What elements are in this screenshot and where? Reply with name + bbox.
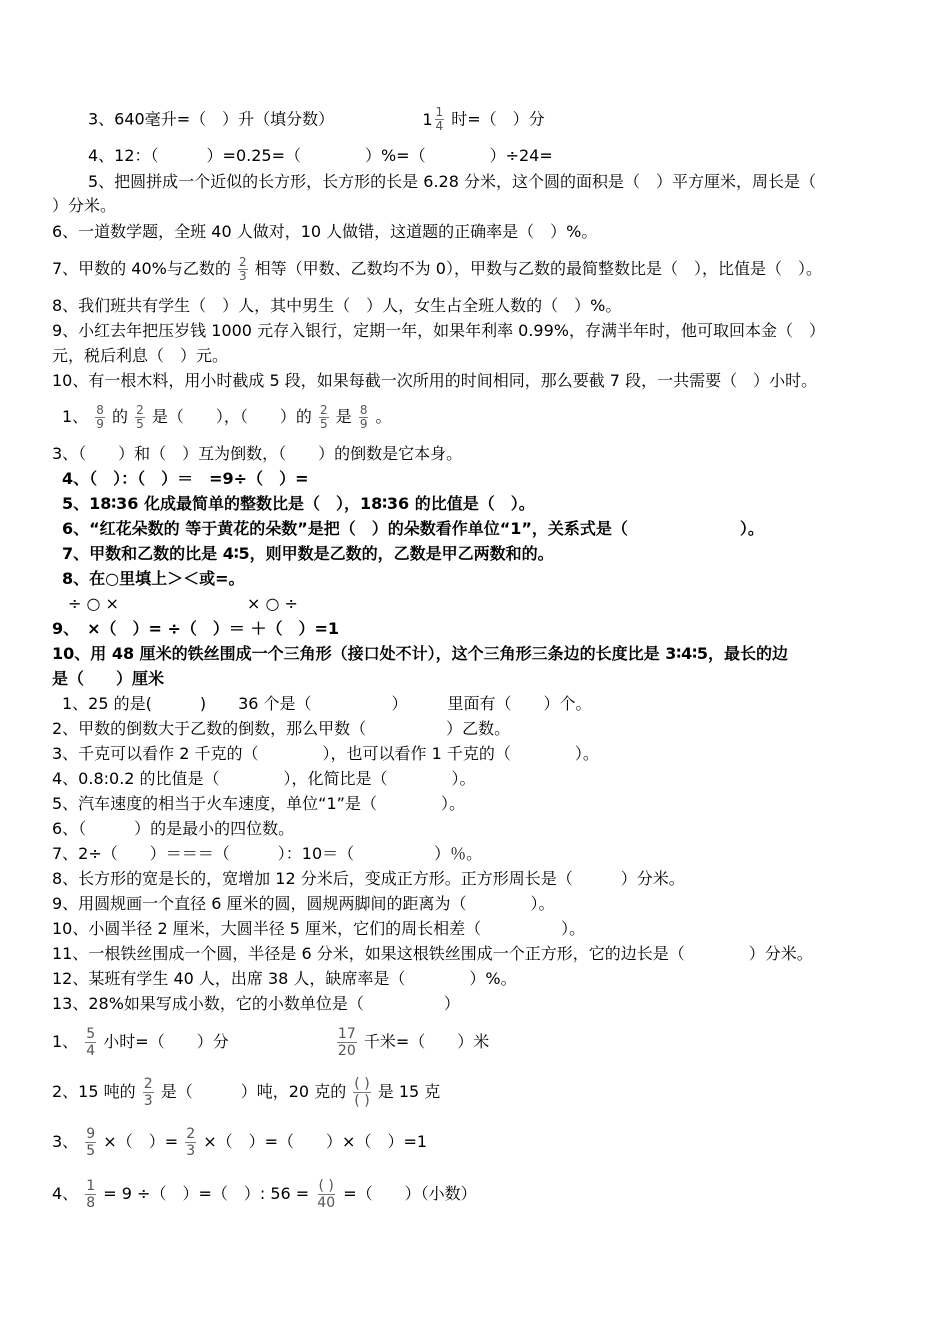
question-p1-9-cont: 元，税后利息（ ）元。 — [52, 346, 229, 365]
question-text: 的 — [112, 407, 129, 426]
numerator: 8 — [96, 403, 104, 417]
question-text: 小时=（ ）分 — [103, 1032, 229, 1051]
denominator: 4 — [86, 1043, 96, 1059]
numerator: ( ) — [318, 1178, 334, 1194]
denominator: 20 — [337, 1043, 356, 1059]
fraction — [95, 404, 105, 431]
question-p3-1: 1、25 的是( ) 36 个是（ ） 里面有（ ）个。 — [62, 694, 592, 713]
question-p1-5-cont: ）分米。 — [52, 196, 117, 215]
question-p3-4: 4、0.8:0.2 的比值是（ ），化简比是（ ）。 — [52, 769, 476, 788]
denominator: 5 — [136, 417, 144, 431]
numerator: 2 — [238, 255, 247, 269]
numerator: 2 — [143, 1076, 153, 1092]
question-p3-2: 2、甲数的倒数大于乙数的倒数，那么甲数（ ）乙数。 — [52, 719, 511, 738]
question-text: 千米=（ ）米 — [363, 1032, 490, 1051]
denominator: 40 — [317, 1195, 336, 1211]
fraction — [185, 1126, 196, 1159]
fraction — [85, 1026, 96, 1059]
question-text: ×（ ）=（ ）×（ ）=1 — [203, 1132, 428, 1151]
question-text: 。 — [375, 407, 392, 426]
numerator: 2 — [136, 403, 144, 417]
question-p4-4 — [52, 1178, 477, 1211]
question-text: =（ ）（小数） — [343, 1184, 477, 1203]
fraction — [316, 1178, 336, 1211]
denominator: ( ) — [354, 1093, 370, 1109]
fraction — [238, 256, 248, 283]
question-p2-4: 4、（ ）：（ ）＝ =9÷（ ）= — [62, 469, 309, 488]
question-p4-2 — [52, 1076, 440, 1109]
question-p2-7: 7、甲数和乙数的比是 4∶5，则甲数是乙数的，乙数是甲乙两数和的。 — [62, 544, 554, 563]
question-p3-10: 10、小圆半径 2 厘米，大圆半径 5 厘米，它们的周长相差（ ）。 — [52, 919, 586, 938]
question-p3-12: 12、某班有学生 40 人，出席 38 人，缺席率是（ ）%。 — [52, 969, 517, 988]
question-p3-9: 9、用圆规画一个直径 6 厘米的圆，圆规两脚间的距离为（ ）。 — [52, 894, 555, 913]
numerator: ( ) — [354, 1076, 370, 1092]
mixed-number — [422, 106, 446, 133]
question-text: 是（ ）吨，20 克的 — [160, 1082, 347, 1101]
question-p3-8: 8、长方形的宽是长的，宽增加 12 分米后，变成正方形。正方形周长是（ ）分米。 — [52, 869, 685, 888]
question-number: 4、 — [52, 1184, 79, 1203]
numerator: 17 — [337, 1026, 356, 1042]
question-text: = 9 ÷（ ）=（ ）: 56 = — [103, 1184, 310, 1203]
numerator: 1 — [86, 1178, 96, 1194]
fraction — [435, 106, 445, 133]
question-p3-6: 6、（ ）的是最小的四位数。 — [52, 819, 295, 838]
fraction — [143, 1076, 154, 1109]
question-p2-9: 9、 ×（ ）= ÷（ ）＝ ＋（ ）=1 — [52, 619, 340, 638]
question-p3-13: 13、28%如果写成小数，它的小数单位是（ ） — [52, 994, 460, 1013]
question-p2-10-cont: 是（ ）厘米 — [52, 669, 165, 688]
numerator: 5 — [86, 1026, 96, 1042]
question-p1-5: 5、把圆拼成一个近似的长方形，长方形的长是 6.28 分米，这个圆的面积是（ ）平方厘米，周长是（ — [88, 172, 816, 191]
question-p1-4: 4、12：（ ）=0.25=（ ）%=（ ）÷24= — [88, 146, 553, 165]
numerator: 8 — [359, 403, 368, 417]
question-p2-1 — [62, 404, 392, 431]
compare-row: ÷ ○ × × ○ ÷ — [68, 594, 298, 613]
question-p1-9: 9、小红去年把压岁钱 1000 元存入银行，定期一年，如果年利率 0.99%，存满半年时，他可取回本金（ ） — [52, 321, 825, 340]
question-p1-3 — [88, 106, 545, 133]
question-p1-7 — [52, 256, 822, 283]
question-p2-10: 10、用 48 厘米的铁丝围成一个三角形（接口处不计），这个三角形三条边的长度比是 3∶4∶5，最长的边 — [52, 644, 789, 663]
question-p4-3 — [52, 1126, 427, 1159]
whole-part: 1 — [422, 109, 433, 129]
fraction — [353, 1076, 370, 1109]
denominator: 4 — [435, 119, 444, 133]
denominator: 8 — [86, 1195, 96, 1211]
denominator: 3 — [238, 269, 247, 283]
fraction — [135, 404, 145, 431]
question-p2-8: 8、在○里填上＞＜或=。 — [62, 569, 245, 588]
question-p3-3: 3、千克可以看作 2 千克的（ ），也可以看作 1 千克的（ ）。 — [52, 744, 599, 763]
question-text: 是（ ），（ ）的 — [151, 407, 312, 426]
question-p3-7: 7、2÷（ ）＝＝＝（ ）：10＝（ ）％。 — [52, 844, 483, 863]
question-text: 3、640毫升=（ ）升（填分数） — [88, 109, 335, 129]
fraction — [359, 404, 369, 431]
fraction — [85, 1126, 96, 1159]
question-text: 7、甲数的 40%与乙数的 — [52, 259, 231, 278]
question-text: ×（ ）= — [103, 1132, 179, 1151]
question-p1-8: 8、我们班共有学生（ ）人，其中男生（ ）人，女生占全班人数的（ ）%。 — [52, 296, 622, 315]
denominator: 9 — [359, 417, 368, 431]
question-text: 相等（甲数、乙数均不为 0），甲数与乙数的最简整数比是（ ），比值是（ ）。 — [254, 259, 822, 278]
denominator: 3 — [186, 1143, 196, 1159]
question-number: 3、 — [52, 1132, 79, 1151]
denominator: 5 — [86, 1143, 96, 1159]
question-number: 1、 — [52, 1032, 79, 1051]
question-p3-11: 11、一根铁丝围成一个圆，半径是 6 分米，如果这根铁丝围成一个正方形，它的边长是（ ）分米。 — [52, 944, 813, 963]
question-p3-5: 5、汽车速度的相当于火车速度，单位“1”是（ ）。 — [52, 794, 465, 813]
question-p2-5: 5、18∶36 化成最简单的整数比是（ ），18∶36 的比值是（ ）。 — [62, 494, 535, 513]
numerator: 2 — [186, 1126, 196, 1142]
numerator: 1 — [435, 105, 444, 119]
question-p1-6: 6、一道数学题，全班 40 人做对，10 人做错，这道题的正确率是（ ）%。 — [52, 222, 598, 241]
question-number: 1、 — [62, 407, 89, 426]
question-p4-1 — [52, 1026, 489, 1059]
fraction — [319, 404, 329, 431]
question-text: 是 15 克 — [377, 1082, 441, 1101]
numerator: 9 — [86, 1126, 96, 1142]
question-text: 是 — [335, 407, 352, 426]
question-p1-10: 10、有一根木料，用小时截成 5 段，如果每截一次所用的时间相同，那么要截 7 段，一共需要（ ）小时。 — [52, 371, 818, 390]
question-p2-3: 3、（ ）和（ ）互为倒数，（ ）的倒数是它本身。 — [52, 444, 463, 463]
fraction — [85, 1178, 96, 1211]
denominator: 3 — [143, 1093, 153, 1109]
denominator: 9 — [96, 417, 104, 431]
denominator: 5 — [319, 417, 328, 431]
question-text: 2、15 吨的 — [52, 1082, 136, 1101]
question-text: 时=（ ）分 — [451, 109, 545, 129]
fraction — [337, 1026, 357, 1059]
numerator: 2 — [319, 403, 328, 417]
question-p2-6: 6、“红花朵数的 等于黄花的朵数”是把（ ）的朵数看作单位“1”，关系式是（ ）。 — [62, 519, 764, 538]
